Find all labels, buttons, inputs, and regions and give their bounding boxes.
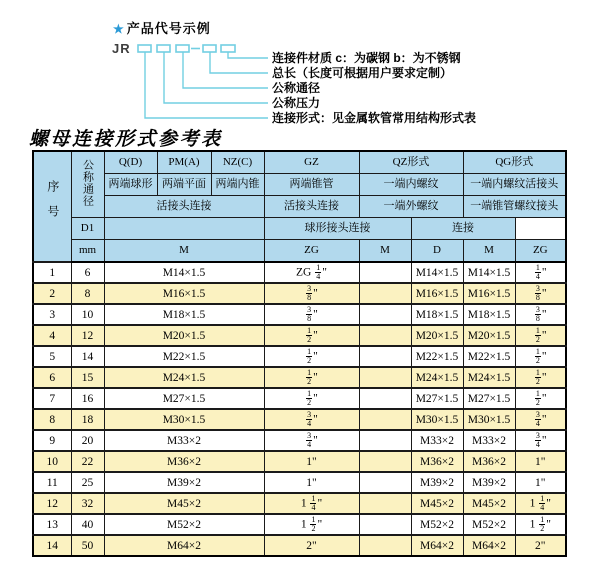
qg-m-cell: M52×2: [463, 514, 515, 535]
stacked-fraction: $\frac{1}{2}$: [535, 325, 540, 344]
gz-cell: $\frac{1}{2}$ ": [264, 346, 359, 367]
table-row: [33, 325, 566, 346]
qg-zg-cell: $\frac{3}{8}$ ": [515, 283, 566, 304]
qz-m-cell: [359, 346, 411, 367]
stacked-fraction: $\frac{1}{4}$: [311, 493, 316, 512]
product-code-prefix: JR: [112, 41, 131, 56]
stacked-fraction: $\frac{3}{4}$: [307, 430, 312, 449]
m-thread-cell: M20×1.5: [104, 325, 264, 346]
table-row: [33, 304, 566, 325]
header-d1: D1: [71, 218, 104, 240]
qz-d-cell: M36×2: [411, 451, 463, 472]
dn-cell: 12: [71, 325, 104, 346]
qz-d-cell: M22×1.5: [411, 346, 463, 367]
nut-connection-table: [32, 150, 567, 557]
stacked-fraction: $\frac{3}{4}$: [307, 409, 312, 428]
header-m-wide: M: [104, 240, 264, 263]
header-qz-connection2: 球形接头连接: [264, 218, 411, 240]
qz-d-cell: M45×2: [411, 493, 463, 514]
header-qg-zg: ZG: [515, 240, 566, 263]
serial-cell: 1: [33, 262, 71, 283]
gz-cell: $\frac{1}{2}$ ": [264, 367, 359, 388]
stacked-fraction: $\frac{1}{2}$: [311, 514, 316, 533]
qg-zg-cell: $\frac{1}{2}$ ": [515, 346, 566, 367]
table-row: [33, 493, 566, 514]
dn-cell: 32: [71, 493, 104, 514]
header-left-connection: 活接头连接: [104, 196, 264, 218]
star-icon: ★: [113, 22, 125, 36]
qg-zg-cell: $\frac{1}{4}$ ": [515, 262, 566, 283]
serial-cell: 11: [33, 472, 71, 493]
qz-d-cell: M39×2: [411, 472, 463, 493]
serial-cell: 9: [33, 430, 71, 451]
stacked-fraction: $\frac{3}{8}$: [535, 283, 540, 302]
dn-cell: 40: [71, 514, 104, 535]
table-row: [33, 262, 566, 283]
table-row: [33, 388, 566, 409]
gz-cell: $\frac{3}{8}$ ": [264, 304, 359, 325]
qz-d-cell: M27×1.5: [411, 388, 463, 409]
serial-cell: 12: [33, 493, 71, 514]
dn-cell: 14: [71, 346, 104, 367]
gz-cell: 1 $\frac{1}{2}$ ": [264, 514, 359, 535]
m-thread-cell: M18×1.5: [104, 304, 264, 325]
gz-cell: 2": [264, 535, 359, 556]
stacked-fraction: $\frac{3}{8}$: [307, 283, 312, 302]
qg-zg-cell: $\frac{1}{2}$ ": [515, 325, 566, 346]
table-title: 螺母连接形式参考表: [29, 129, 223, 150]
header-mm: mm: [71, 240, 104, 263]
qz-d-cell: M16×1.5: [411, 283, 463, 304]
qg-zg-cell: $\frac{3}{4}$ ": [515, 430, 566, 451]
header-qg-sub: 一端内螺纹活接头: [463, 174, 566, 196]
dn-cell: 6: [71, 262, 104, 283]
header-qz-connection: 一端外螺纹: [359, 196, 463, 218]
m-thread-cell: M39×2: [104, 472, 264, 493]
dn-cell: 16: [71, 388, 104, 409]
qz-m-cell: [359, 451, 411, 472]
qg-m-cell: M20×1.5: [463, 325, 515, 346]
serial-cell: 4: [33, 325, 71, 346]
stacked-fraction: $\frac{1}{4}$: [535, 262, 540, 281]
serial-cell: 6: [33, 367, 71, 388]
header-qg-connection2: 连接: [411, 218, 515, 240]
qg-zg-cell: $\frac{1}{2}$ ": [515, 388, 566, 409]
qz-m-cell: [359, 535, 411, 556]
qz-m-cell: [359, 493, 411, 514]
m-thread-cell: M45×2: [104, 493, 264, 514]
serial-cell: 8: [33, 409, 71, 430]
table-row: [33, 346, 566, 367]
dn-cell: 25: [71, 472, 104, 493]
qz-m-cell: [359, 367, 411, 388]
qz-m-cell: [359, 409, 411, 430]
qz-d-cell: M14×1.5: [411, 262, 463, 283]
qz-d-cell: M30×1.5: [411, 409, 463, 430]
m-thread-cell: M22×1.5: [104, 346, 264, 367]
stacked-fraction: $\frac{1}{2}$: [535, 388, 540, 407]
header-qg-connection: 一端锥管螺纹接头: [463, 196, 566, 218]
qg-zg-cell: 1": [515, 472, 566, 493]
stacked-fraction: $\frac{3}{4}$: [535, 409, 540, 428]
label-nominal-pressure: 公称压力: [272, 96, 321, 110]
gz-cell: $\frac{1}{2}$ ": [264, 325, 359, 346]
stacked-fraction: $\frac{1}{2}$: [540, 514, 545, 533]
qz-m-cell: [359, 472, 411, 493]
diagram-heading: [113, 18, 211, 37]
table-row: [33, 451, 566, 472]
gz-cell: 1": [264, 472, 359, 493]
qg-zg-cell: 1 $\frac{1}{4}$ ": [515, 493, 566, 514]
qg-zg-cell: 1 $\frac{1}{2}$ ": [515, 514, 566, 535]
dn-cell: 8: [71, 283, 104, 304]
qg-m-cell: M39×2: [463, 472, 515, 493]
qz-d-cell: M18×1.5: [411, 304, 463, 325]
qz-m-cell: [359, 304, 411, 325]
stacked-fraction: $\frac{3}{8}$: [535, 304, 540, 323]
header-qg: QG形式: [463, 151, 566, 174]
qg-m-cell: M24×1.5: [463, 367, 515, 388]
serial-cell: 10: [33, 451, 71, 472]
m-thread-cell: M30×1.5: [104, 409, 264, 430]
table-row: [33, 472, 566, 493]
qz-m-cell: [359, 283, 411, 304]
gz-cell: $\frac{3}{4}$ ": [264, 430, 359, 451]
header-q: Q(D): [104, 151, 157, 174]
dn-cell: 18: [71, 409, 104, 430]
qg-m-cell: M33×2: [463, 430, 515, 451]
label-connector-material: 连接件材质 c：为碳钢 b：为不锈钢: [272, 51, 461, 65]
qg-m-cell: M30×1.5: [463, 409, 515, 430]
gz-cell: 1": [264, 451, 359, 472]
qz-m-cell: [359, 430, 411, 451]
qz-m-cell: [359, 325, 411, 346]
stacked-fraction: $\frac{1}{2}$: [535, 346, 540, 365]
m-thread-cell: M36×2: [104, 451, 264, 472]
gz-cell: 1 $\frac{1}{4}$ ": [264, 493, 359, 514]
table-row: [33, 514, 566, 535]
label-total-length: 总长（长度可根据用户要求定制）: [272, 66, 453, 80]
header-gz-connection: 活接头连接: [264, 196, 359, 218]
qg-zg-cell: 2": [515, 535, 566, 556]
m-thread-cell: M27×1.5: [104, 388, 264, 409]
stacked-fraction: $\frac{3}{4}$: [535, 430, 540, 449]
header-qz-d: D: [411, 240, 463, 263]
qz-d-cell: M33×2: [411, 430, 463, 451]
serial-cell: 5: [33, 346, 71, 367]
header-nz-sub: 两端内锥: [211, 174, 264, 196]
stacked-fraction: $\frac{3}{8}$: [307, 304, 312, 323]
qz-d-cell: M24×1.5: [411, 367, 463, 388]
dn-cell: 20: [71, 430, 104, 451]
gz-cell: $\frac{3}{8}$ ": [264, 283, 359, 304]
gz-cell: ZG $\frac{1}{4}$ ": [264, 262, 359, 283]
header-qz-m: M: [359, 240, 411, 263]
stacked-fraction: $\frac{1}{4}$: [540, 493, 545, 512]
gz-cell: $\frac{3}{4}$ ": [264, 409, 359, 430]
serial-cell: 13: [33, 514, 71, 535]
serial-cell: 3: [33, 304, 71, 325]
diagram-heading-text: 产品代号示例: [126, 21, 211, 36]
header-q-sub: 两端球形: [104, 174, 157, 196]
qz-d-cell: M20×1.5: [411, 325, 463, 346]
code-boxes: [138, 45, 235, 52]
serial-cell: 2: [33, 283, 71, 304]
header-gz-sub: 两端锥管: [264, 174, 359, 196]
header-qg-m: M: [463, 240, 515, 263]
header-zg: ZG: [264, 240, 359, 263]
stacked-fraction: $\frac{1}{4}$: [316, 262, 321, 281]
qg-zg-cell: $\frac{1}{2}$ ": [515, 367, 566, 388]
m-thread-cell: M52×2: [104, 514, 264, 535]
table-row: [33, 430, 566, 451]
m-thread-cell: M64×2: [104, 535, 264, 556]
qg-zg-cell: $\frac{3}{4}$ ": [515, 409, 566, 430]
qz-d-cell: M52×2: [411, 514, 463, 535]
header-qz: QZ形式: [359, 151, 463, 174]
qg-m-cell: M64×2: [463, 535, 515, 556]
dn-cell: 22: [71, 451, 104, 472]
dn-cell: 15: [71, 367, 104, 388]
qg-m-cell: M27×1.5: [463, 388, 515, 409]
header-dn: 公称通径: [71, 151, 104, 218]
qg-m-cell: M14×1.5: [463, 262, 515, 283]
table-header: [33, 151, 566, 262]
serial-cell: 14: [33, 535, 71, 556]
stacked-fraction: $\frac{1}{2}$: [307, 388, 312, 407]
qg-m-cell: M45×2: [463, 493, 515, 514]
table-row: [33, 367, 566, 388]
stacked-fraction: $\frac{1}{2}$: [307, 325, 312, 344]
label-connection-form: 连接形式：见金属软管常用结构形式表: [272, 111, 477, 125]
header-nz: NZ(C): [211, 151, 264, 174]
dn-cell: 10: [71, 304, 104, 325]
qz-m-cell: [359, 514, 411, 535]
header-empty-cell: [104, 218, 264, 240]
header-serial: 序号: [33, 151, 71, 262]
qg-zg-cell: 1": [515, 451, 566, 472]
m-thread-cell: M24×1.5: [104, 367, 264, 388]
table-row: [33, 409, 566, 430]
dn-cell: 50: [71, 535, 104, 556]
m-thread-cell: M16×1.5: [104, 283, 264, 304]
header-qz-sub: 一端内螺纹: [359, 174, 463, 196]
header-pm: PM(A): [157, 151, 211, 174]
m-thread-cell: M33×2: [104, 430, 264, 451]
qg-m-cell: M36×2: [463, 451, 515, 472]
qg-m-cell: M22×1.5: [463, 346, 515, 367]
serial-cell: 7: [33, 388, 71, 409]
table-body: [33, 262, 566, 556]
qz-d-cell: M64×2: [411, 535, 463, 556]
table-row: [33, 535, 566, 556]
qg-m-cell: M16×1.5: [463, 283, 515, 304]
header-gz: GZ: [264, 151, 359, 174]
qg-m-cell: M18×1.5: [463, 304, 515, 325]
gz-cell: $\frac{1}{2}$ ": [264, 388, 359, 409]
stacked-fraction: $\frac{1}{2}$: [307, 346, 312, 365]
qz-m-cell: [359, 262, 411, 283]
label-nominal-diameter: 公称通径: [272, 81, 321, 95]
m-thread-cell: M14×1.5: [104, 262, 264, 283]
qg-zg-cell: $\frac{3}{8}$ ": [515, 304, 566, 325]
stacked-fraction: $\frac{1}{2}$: [307, 367, 312, 386]
qz-m-cell: [359, 388, 411, 409]
table-row: [33, 283, 566, 304]
header-pm-sub: 两端平面: [157, 174, 211, 196]
stacked-fraction: $\frac{1}{2}$: [535, 367, 540, 386]
